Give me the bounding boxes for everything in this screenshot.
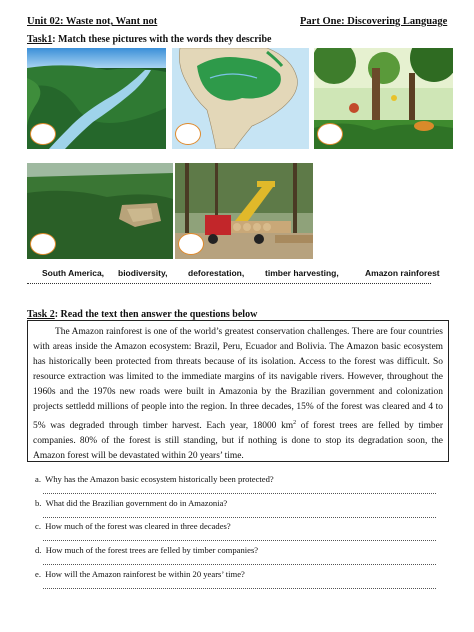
question-c [35, 521, 455, 541]
question-letter: d. [35, 545, 42, 555]
word-deforestation: deforestation, [188, 268, 245, 278]
picture-map [172, 48, 309, 149]
unit-title: Unit 02: Waste not, Want not [27, 16, 158, 27]
question-text: What did the Brazilian government do in Amazonia? [45, 498, 228, 508]
answer-line[interactable] [43, 484, 436, 494]
question-letter: c. [35, 521, 41, 531]
answer-line[interactable] [43, 555, 436, 565]
question-letter: e. [35, 569, 41, 579]
answer-line[interactable] [43, 531, 436, 541]
answer-oval[interactable] [317, 123, 343, 145]
question-letter: b. [35, 498, 42, 508]
word-biodiversity: biodiversity, [118, 268, 168, 278]
question-b [35, 498, 455, 518]
question-text: How much of the forest was cleared in three decades? [45, 521, 231, 531]
passage-text: The Amazon rainforest is one of the world’s greatest conservation challenges. There are four countries with areas inside the Amazon ecosystem: Brazil, Peru, Ecuador and Bolivia. The Amazon basic ecosystem has historically been protected from threats because of its isolation. Access to the forest was difficult. So resource extraction was limited to the immediate margins of its navigable rivers. However, throughout the 1960s and the 1970s new roads were built in Amazonia by the Brazilian government and colonization projects settledd millions of people into the region. In three decades, 15% of the forest was cleared and 4 to 5% was degraded through timber harvest. Each year, 18000 km [33, 327, 443, 431]
divider [27, 283, 431, 284]
question-d [35, 545, 455, 565]
task2-heading [27, 309, 257, 320]
task1-label: Task1 [27, 34, 53, 45]
part-title: Part One: Discovering Language [300, 16, 448, 27]
answer-line[interactable] [43, 579, 436, 589]
question-text: How will the Amazon rainforest be within 20 years’ time? [45, 569, 245, 579]
passage-superscript: 2 [293, 419, 297, 426]
picture-deforestation [27, 163, 173, 259]
passage-text-end: of forest trees are felled by timber companies. 80% of the forest is still standing, but if nothing is done to stop its degradation soon, the Amazon forest will be devastated within 20 years’ time. [33, 420, 443, 461]
task1-instruction: : Match these pictures with the words they describe [52, 34, 272, 45]
question-text: Why has the Amazon basic ecosystem historically been protected? [45, 474, 274, 484]
word-south-america: South America, [42, 268, 105, 278]
word-timber-harvesting: timber harvesting, [265, 268, 339, 278]
task2-label: Task 2 [27, 309, 55, 320]
answer-line[interactable] [43, 508, 436, 518]
task1-heading [27, 34, 271, 45]
answer-oval[interactable] [30, 233, 56, 255]
answer-oval[interactable] [178, 233, 204, 255]
reading-passage [27, 320, 449, 462]
answer-oval[interactable] [30, 123, 56, 145]
picture-river [27, 48, 166, 149]
question-a [35, 474, 455, 494]
picture-jungle [314, 48, 453, 149]
task2-instruction: : Read the text then answer the questions below [54, 309, 258, 320]
answer-oval[interactable] [175, 123, 201, 145]
question-letter: a. [35, 474, 41, 484]
word-amazon-rainforest: Amazon rainforest [365, 268, 440, 278]
picture-logging [175, 163, 313, 259]
question-e [35, 569, 455, 589]
question-text: How much of the forest trees are felled by timber companies? [45, 545, 259, 555]
